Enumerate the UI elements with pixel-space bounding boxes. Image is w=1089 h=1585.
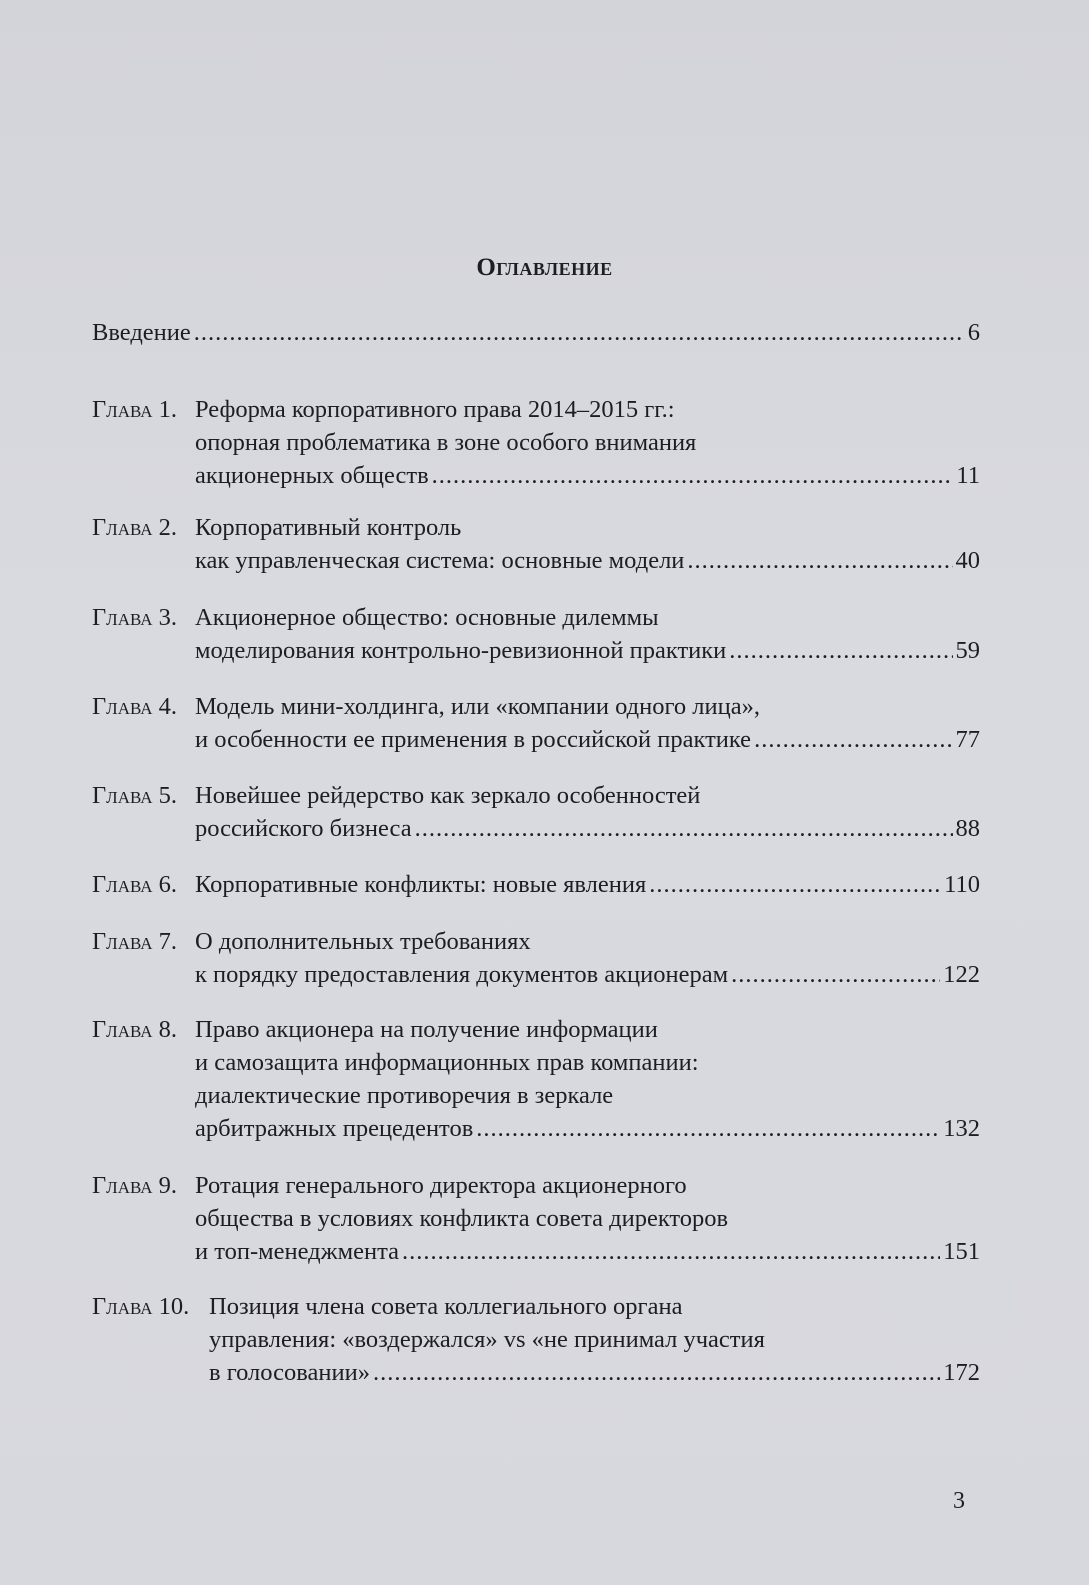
entry-title-line: как управленческая система: основные модели — [195, 547, 685, 574]
leader-dots — [194, 316, 965, 349]
entry-title-line: Акционерное общество: основные дилеммы — [195, 604, 659, 631]
page-number: 132 — [943, 1115, 980, 1142]
entry-title-line: опорная проблематика в зоне особого внимания — [195, 429, 697, 456]
chapter-label: Глава 9. — [92, 1172, 178, 1199]
entry-title-line: Корпоративный контроль — [195, 514, 462, 541]
toc-entry-chapter-6 — [92, 868, 980, 901]
entry-title-line: и топ-менеджмента — [195, 1238, 399, 1265]
entry-title-line: Введение — [92, 319, 191, 346]
leader-dots — [729, 634, 952, 667]
toc-entry-chapter-8 — [92, 1013, 980, 1145]
toc-entry-chapter-3 — [92, 601, 980, 667]
toc-entry-chapter-10 — [92, 1290, 980, 1389]
page-number: 6 — [967, 319, 980, 346]
leader-dots — [402, 1235, 940, 1268]
entry-title-line: Корпоративные конфликты: новые явления — [195, 871, 647, 898]
leader-dots — [754, 723, 952, 756]
entry-title-line: акционерных обществ — [195, 462, 429, 489]
leader-dots — [373, 1356, 940, 1389]
leader-dots — [432, 459, 954, 492]
leader-dots — [476, 1112, 940, 1145]
entry-title-line: Ротация генерального директора акционерного — [195, 1172, 687, 1199]
entry-title-line: в голосовании» — [209, 1359, 370, 1386]
chapter-label: Глава 2. — [92, 514, 178, 541]
chapter-label: Глава 1. — [92, 396, 178, 423]
page-number: 122 — [943, 961, 980, 988]
page-number: 59 — [955, 637, 980, 664]
entry-title-line: и самозащита информационных прав компании: — [195, 1049, 699, 1076]
entry-title-line: общества в условиях конфликта совета директоров — [195, 1205, 729, 1232]
entry-title-line: диалектические противоречия в зеркале — [195, 1082, 614, 1109]
entry-title-line: российского бизнеса — [195, 815, 412, 842]
leader-dots — [731, 958, 940, 991]
page-number: 151 — [943, 1238, 980, 1265]
entry-title-line: О дополнительных требованиях — [195, 928, 531, 955]
leader-dots — [415, 812, 953, 845]
chapter-label: Глава 8. — [92, 1016, 178, 1043]
chapter-label: Глава 5. — [92, 782, 178, 809]
page-number: 110 — [944, 871, 980, 898]
page-number: 172 — [943, 1359, 980, 1386]
chapter-label: Глава 6. — [92, 871, 178, 898]
toc-entry-chapter-7 — [92, 925, 980, 991]
entry-title-line: Новейшее рейдерство как зеркало особенностей — [195, 782, 701, 809]
page-number: 40 — [955, 547, 980, 574]
chapter-label: Глава 7. — [92, 928, 178, 955]
entry-title-line: Позиция члена совета коллегиального органа — [209, 1293, 683, 1320]
page-number: 11 — [956, 462, 980, 489]
page-folio-number: 3 — [953, 1488, 965, 1514]
entry-title-line: арбитражных прецедентов — [195, 1115, 474, 1142]
chapter-label: Глава 4. — [92, 693, 178, 720]
entry-title-line: Право акционера на получение информации — [195, 1016, 658, 1043]
entry-title-line: Реформа корпоративного права 2014–2015 гг.: — [195, 396, 675, 423]
entry-title-line: моделирования контрольно-ревизионной практики — [195, 637, 727, 664]
toc-entry-chapter-9 — [92, 1169, 980, 1268]
entry-title-line: и особенности ее применения в российской практике — [195, 726, 752, 753]
page-number: 77 — [955, 726, 980, 753]
toc-entry-chapter-1 — [92, 393, 980, 492]
toc-title: Оглавление — [476, 254, 613, 281]
page-number: 88 — [955, 815, 980, 842]
leader-dots — [687, 544, 952, 577]
entry-title-line: Модель мини-холдинга, или «компании одного лица», — [195, 693, 761, 720]
entry-title-line: к порядку предоставления документов акционерам — [195, 961, 729, 988]
chapter-label: Глава 3. — [92, 604, 178, 631]
toc-entry-chapter-4 — [92, 690, 980, 756]
chapter-label: Глава 10. — [92, 1293, 190, 1320]
entry-title-line: управления: «воздержался» vs «не принимал участия — [209, 1326, 765, 1353]
toc-entry-chapter-2 — [92, 511, 980, 577]
toc-entry-chapter-5 — [92, 779, 980, 845]
toc-entry-introduction — [92, 316, 980, 349]
leader-dots — [649, 868, 941, 901]
